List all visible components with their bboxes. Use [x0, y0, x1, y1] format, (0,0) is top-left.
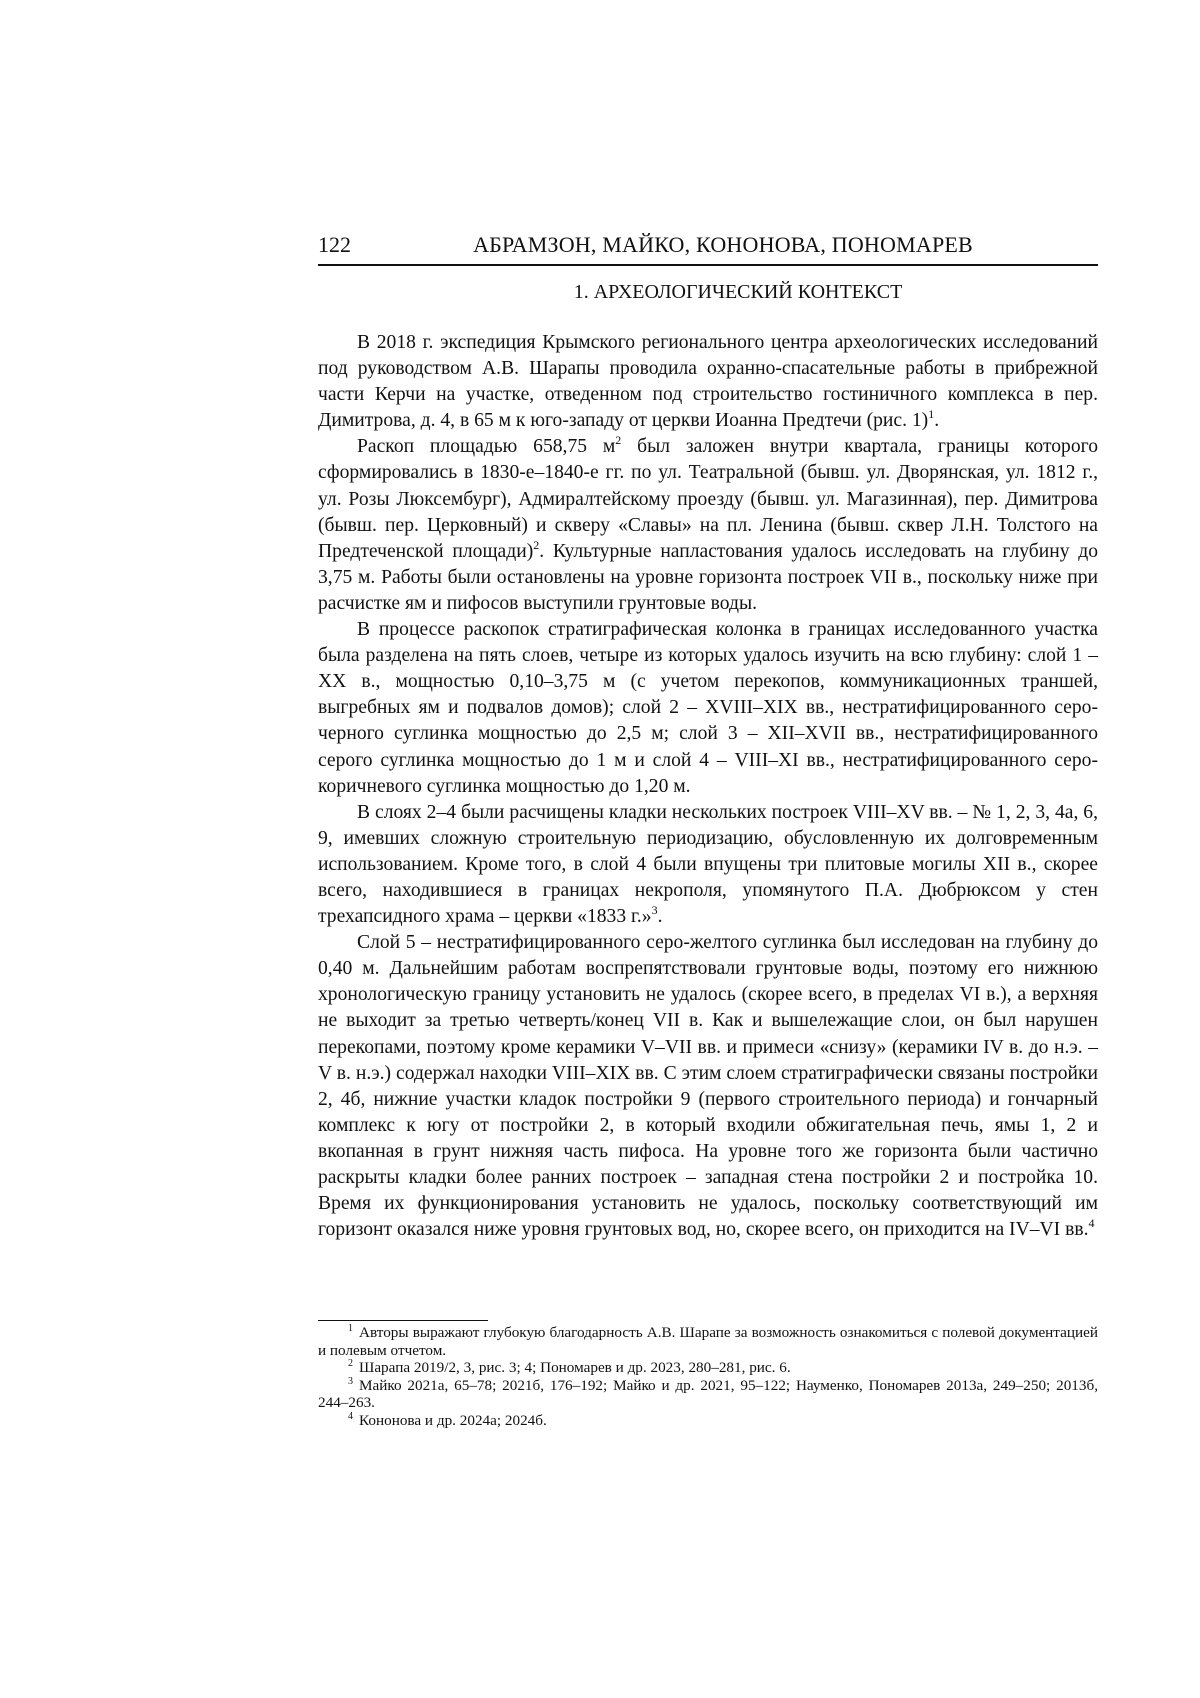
paragraph-text-end: .	[657, 906, 663, 928]
article-body	[318, 330, 1098, 1243]
footnote-3	[318, 1377, 1098, 1412]
paragraph-text: В 2018 г. экспедиция Крымского регионального центра археологических исследований под руководством А.В. Шарапы проводила охранно-спасательные работы в прибрежной части Керчи на участке, отведенном под строительство гостиничного комплекса в пер. Димитрова, д. 4, в 65 м к юго-западу от церкви Иоанна Предтечи (рис. 1)	[318, 332, 1098, 432]
footnote-1	[318, 1324, 1098, 1359]
paragraph-5	[318, 930, 1098, 1243]
paragraph-4	[318, 800, 1098, 930]
footnote-text: Авторы выражают глубокую благодарность А.В. Шарапе за возможность ознакомиться с полевой документацией и полевым отчетом.	[318, 1324, 1098, 1359]
paragraph-text-end: .	[934, 410, 940, 432]
page-number: 122	[318, 232, 351, 257]
footnote-mark: 2	[348, 1358, 353, 1370]
footnote-divider	[318, 1320, 488, 1321]
footnote-ref-4[interactable]: 4	[1088, 1216, 1095, 1231]
paragraph-text: В процессе раскопок стратиграфическая колонка в границах исследованного участка была разделена на пять слоев, четыре из которых удалось изучить на всю глубину: слой 1 – XX в., мощностью 0,10–3,75 м (с учетом перекопов, коммуникационных траншей, выгребных ям и подвалов домов); слой 2 – XVIII–XIX вв., нестратифицированного серо-черного суглинка мощностью до 2,5 м; слой 3 – XII–XVII вв., нестратифицированного серого суглинка мощностью до 1 м и слой 4 – VIII–XI вв., нестратифицированного серо-коричневого суглинка мощностью до 1,20 м.	[318, 619, 1098, 797]
running-head: АБРАМЗОН, МАЙКО, КОНОНОВА, ПОНОМАРЕВ	[473, 232, 973, 257]
paragraph-3	[318, 617, 1098, 800]
footnote-text: Шарапа 2019/2, 3, рис. 3; 4; Пономарев и др. 2023, 280–281, рис. 6.	[359, 1359, 791, 1377]
paragraph-text: Раскоп площадью 658,75 м	[357, 436, 616, 458]
paragraph-text: Слой 5 – нестратифицированного серо-желтого суглинка был исследован на глубину до 0,40 м. Дальнейшим работам воспрепятствовали грунтовые воды, поэтому его нижнюю хронологическую границу установить не удалось (скорее всего, в пределах VI в.), а верхняя не выходит за третью четверть/конец VII в. Как и вышележащие слои, он был нарушен перекопами, поэтому кроме керамики V–VII вв. и примеси «снизу» (керамики IV в. до н.э. – V в. н.э.) содержал находки VIII–XIX вв. С этим слоем стратиграфически связаны постройки 2, 4б, нижние участки кладок постройки 9 (первого строительного периода) и гончарный комплекс к югу от постройки 2, в который входили обжигательная печь, ямы 1, 2 и вкопанная в грунт нижняя часть пифоса. На уровне того же горизонта были частично раскрыты кладки более ранних построек – западная стена постройки 2 и постройка 10. Время их функционирования установить не удалось, поскольку соответствующий им горизонт оказался ниже уровня грунтовых вод, но, скорее всего, он приходится на IV–VI вв.	[318, 932, 1098, 1241]
paragraph-2	[318, 434, 1098, 617]
paragraph-text: В слоях 2–4 были расчищены кладки нескольких построек VIII–XV вв. – № 1, 2, 3, 4а, 6, 9, имевших сложную строительную периодизацию, обусловленную их долговременным использованием. Кроме того, в слой 4 были впущены три плитовые могилы XII в., скорее всего, находившиеся в границах некрополя, упомянутого П.А. Дюбрюксом у стен трехапсидного храма – церкви «1833 г.»	[318, 801, 1098, 928]
page-header	[318, 230, 1098, 266]
section-title: 1. АРХЕОЛОГИЧЕСКИЙ КОНТЕКСТ	[573, 281, 903, 303]
footnote-ref-1[interactable]: 1	[928, 407, 935, 422]
footnote-mark: 3	[348, 1375, 353, 1387]
paragraph-1	[318, 330, 1098, 434]
unit-superscript: 2	[615, 433, 622, 448]
footnote-ref-2[interactable]: 2	[533, 537, 540, 552]
footnote-4	[318, 1412, 1098, 1430]
paragraph-text: . Культурные напластования удалось исследовать на глубину до 3,75 м. Работы были остановлены на уровне горизонта построек VII в., поскольку ниже при расчистке ям и пифосов выступили грунтовые воды.	[318, 540, 1098, 614]
footnote-text: Майко 2021а, 65–78; 2021б, 176–192; Майко и др. 2021, 95–122; Науменко, Пономарев 2013а, 249–250; 2013б, 244–263.	[318, 1376, 1098, 1412]
footnote-mark: 4	[348, 1410, 353, 1422]
footnote-text: Кононова и др. 2024а; 2024б.	[359, 1411, 547, 1429]
footnote-2	[318, 1359, 1098, 1377]
footnotes	[318, 1324, 1098, 1430]
footnote-ref-3[interactable]: 3	[651, 903, 658, 918]
paragraph-text: был заложен внутри квартала, границы которого сформировались в 1830-е–1840-е гг. по ул. Театральной (бывш. ул. Дворянская, ул. 1812 г., ул. Розы Люксембург), Адмиралтейскому проезду (бывш. ул. Магазинная), пер. Димитрова (бывш. пер. Церковный) и скверу «Славы» на пл. Ленина (бывш. сквер Л.Н. Толстого на Предтеченской площади)	[318, 436, 1098, 562]
footnote-mark: 1	[348, 1323, 353, 1334]
